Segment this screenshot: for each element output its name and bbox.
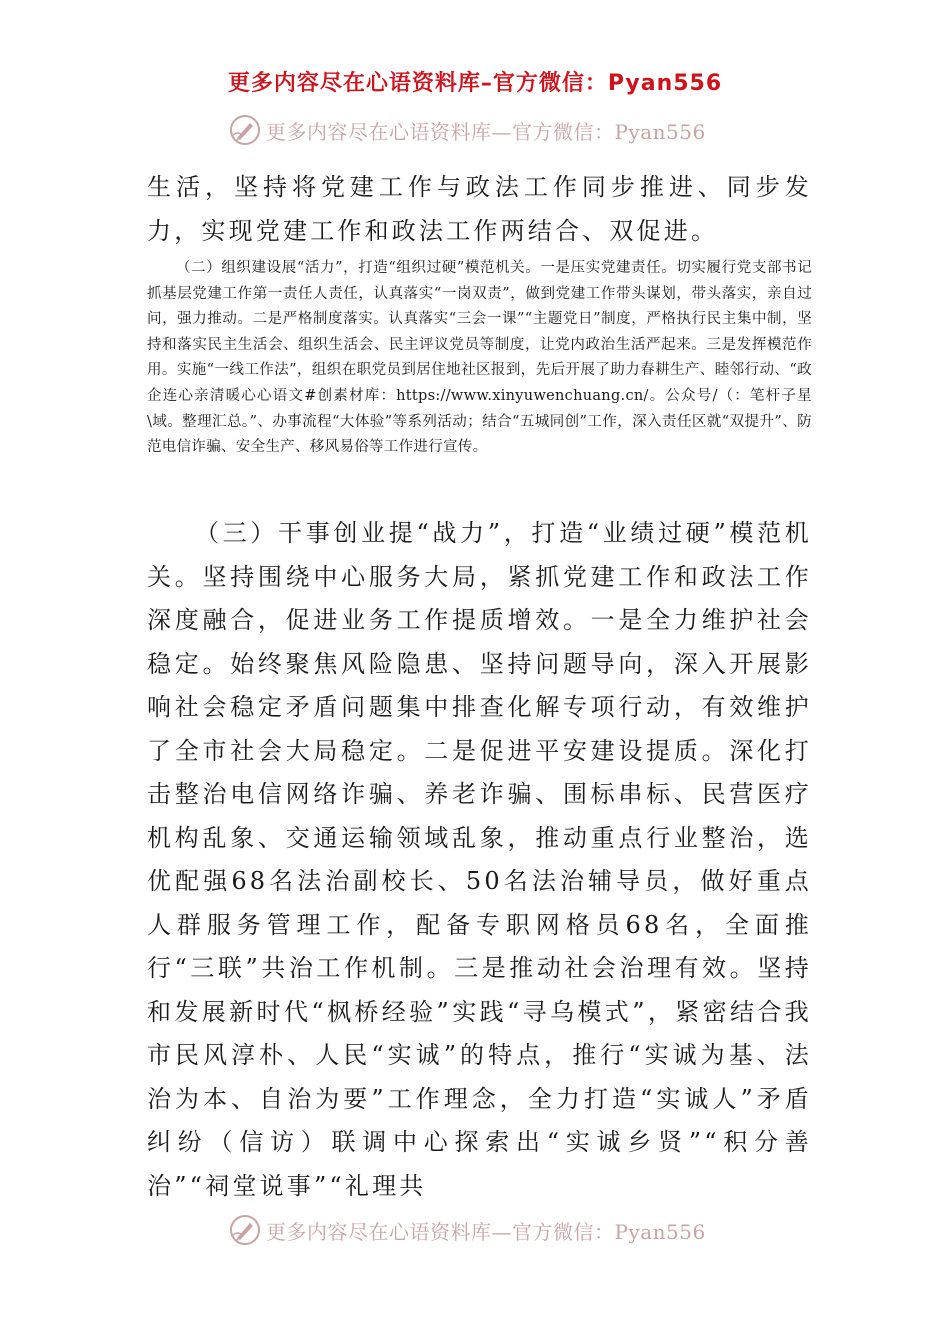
watermark-text: 更多内容尽在心语资料库—官方微信：Pyan556 [266, 119, 706, 144]
top-banner: 更多内容尽在心语资料库–官方微信：Pyan556 [227, 71, 723, 96]
watermark-text: 更多内容尽在心语资料库—官方微信：Pyan556 [266, 1219, 706, 1244]
pen-circle-logo-icon [228, 1213, 262, 1247]
paragraph-continuation [147, 166, 812, 253]
paragraph-performance [147, 512, 812, 1208]
paragraph-text: 生活，坚持将党建工作与政法工作同步推进、同步发力，实现党建工作和政法工作两结合、双促进。 [147, 173, 812, 245]
pen-circle-logo-icon [228, 113, 262, 147]
paragraph-text: （三）干事创业提“战力”，打造“业绩过硬”模范机关。坚持围绕中心服务大局，紧抓党建工作和政法工作深度融合，促进业务工作提质增效。一是全力维护社会稳定。始终聚焦风险隐患、坚持问题导向，深入开展影响社会稳定矛盾问题集中排查化解专项行动，有效维护了全市社会大局稳定。二是促进平安建设提质。深化打击整治电信网络诈骗、养老诈骗、围标串标、民营医疗机构乱象、交通运输领域乱象，推动重点行业整治，选优配强68名法治副校长、50名法治辅导员，做好重点人群服务管理工作，配备专职网格员68名，全面推行“三联”共治工作机制。三是推动社会治理有效。坚持和发展新时代“枫桥经验”实践“寻乌模式”，紧密结合我市民风淳朴、人民“实诚”的特点，推行“实诚为基、法治为本、自治为要”工作理念，全力打造“实诚人”矛盾纠纷（信访）联调中心探索出“实诚乡贤”“积分善治”“祠堂说事”“礼理共 [147, 519, 812, 1200]
watermark-bottom [228, 1213, 748, 1247]
watermark-top [228, 113, 748, 147]
paragraph-text: （二）组织建设展“活力”，打造“组织过硬”模范机关。一是压实党建责任。切实履行党支部书记抓基层党建工作第一责任人责任，认真落实“一岗双责”，做到党建工作带头谋划，带头落实，亲自过问，强力推动。二是严格制度落实。认真落实“三会一课”“主题党日”制度，严格执行民主集中制，坚持和落实民主生活会、组织生活会、民主评议党员等制度，让党内政治生活严起来。三是发挥模范作用。实施“一线工作法”，组织在职党员到居住地社区报到，先后开展了助力春耕生产、睦邻行动、“政企连心亲清暖心心语文#创素材库：https://www.xinyuwenchuang.cn/。公众号/（：笔杆子星\域。整理汇总。”、办事流程“大体验”等系列活动；结合“五城同创”工作，深入责任区就“双提升”、防范电信诈骗、安全生产、移风易俗等工作进行宣传。 [147, 260, 812, 456]
paragraph-organization [147, 256, 812, 461]
